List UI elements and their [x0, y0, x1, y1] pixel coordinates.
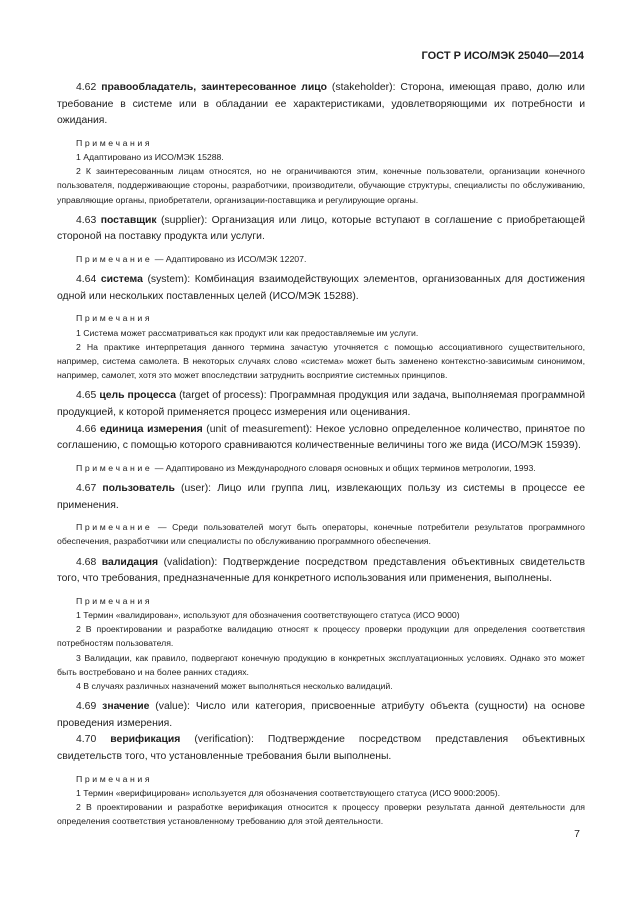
- term-definition: (unit of measurement): Некое условно определенное количество, принятое по соглашению, с помощью которого сравниваются количественные величины того же вида (ИСО/МЭК 15939).: [57, 423, 585, 452]
- term-number: 4.66: [76, 423, 97, 435]
- note-item: 2 В проектировании и разработке верификация относится к процессу проверки результата данной деятельности для определения соответствия установленному требованию для этой деятельности.: [57, 801, 585, 827]
- note-text: — Адаптировано из Международного словаря основных и общих терминов метрологии, 1993.: [152, 462, 536, 473]
- note-item: 2 На практике интерпретация данного термина зачастую уточняется с помощью ассоциативного существительного, например, система самолета. В некоторых случаях слово «система» может быть заменено контекстно-зависимым синонимом, например, самолет, хотя это может впоследствии затруднить восприятие системных принципов.: [57, 341, 585, 381]
- note-text: — Адаптировано из ИСО/МЭК 12207.: [152, 253, 307, 264]
- term-name: значение: [102, 701, 150, 713]
- note-item: 1 Термин «верифицирован» используется для обозначения соответствующего статуса (ИСО 9000:2005).: [76, 787, 501, 798]
- note-paragraph: [57, 461, 585, 475]
- term-number: 4.63: [76, 214, 97, 226]
- definition-4-64: [57, 272, 585, 305]
- term-definition: (verification): Подтверждение посредством представления объективных свидетельств того, что установленные требования были выполнены.: [57, 734, 586, 762]
- term-name: пользователь: [102, 482, 175, 494]
- note-label: Примечание: [76, 462, 153, 473]
- note-text: — Среди пользователей могут быть операторы, конечные потребители результатов программного обеспечения, разработчики или специалисты по обслуживанию программного обеспечения.: [57, 522, 585, 547]
- definition-4-67: [57, 481, 585, 514]
- term-definition: (user): Лицо или группа лиц, извлекающих пользу из системы в процессе ее применения.: [57, 482, 585, 511]
- term-name: верификация: [110, 734, 181, 746]
- note-item: 1 Система может рассматриваться как продукт или как предоставляемые им услуги.: [76, 327, 419, 338]
- term-name: поставщик: [100, 214, 157, 226]
- term-definition: (system): Комбинация взаимодействующих элементов, организованных для достижения одной или нескольких поставленных целей (ИСО/МЭК 15288).: [57, 274, 585, 302]
- page-number: 7: [574, 828, 580, 840]
- note-item: 2 К заинтересованным лицам относятся, но не ограничиваются этим, конечные пользователи, организации конечного пользователя, поддерживающие стороны, разработчики, производители, обучающие структуры, специалисты по обслуживанию, управляющие органы, приобретатели, организации-поставщика и регулирующие органы.: [57, 166, 585, 205]
- note-label: Примечание: [76, 522, 153, 533]
- term-name: валидация: [101, 556, 159, 568]
- term-name: система: [100, 274, 143, 286]
- term-name: цель процесса: [99, 390, 177, 402]
- term-definition: (supplier): Организация или лицо, которые вступают в соглашение с приобретающей стороной на поставку продукта или услуги.: [57, 214, 585, 243]
- document-body: [57, 80, 585, 828]
- notes-label: Примечания: [76, 595, 153, 606]
- definition-4-69: [57, 699, 585, 732]
- term-number: 4.65: [76, 390, 97, 402]
- note-item: 1 Термин «валидирован», используют для обозначения соответствующего статуса (ИСО 9000): [76, 609, 460, 620]
- term-number: 4.70: [76, 734, 97, 746]
- term-definition: (stakeholder): Сторона, имеющая право, долю или требование в системе или в обладании ее характеристиками, удовлетворяющими их потребности и ожидания.: [57, 82, 585, 127]
- term-number: 4.67: [76, 482, 97, 494]
- definition-4-62: [57, 80, 585, 130]
- definition-4-63: [57, 213, 585, 246]
- term-definition: (value): Число или категория, присвоенные атрибуту объекта (сущности) на основе проведения измерения.: [57, 701, 585, 729]
- note-item: 2 В проектировании и разработке валидацию относят к процессу проверки продукции для определения соответствия потребностям пользователя.: [57, 624, 585, 649]
- term-name: правообладатель, заинтересованное лицо: [101, 82, 327, 93]
- definition-4-70: [57, 732, 585, 765]
- notes-label: Примечания: [76, 313, 153, 324]
- note-paragraph: [57, 252, 585, 266]
- note-item: 1 Адаптировано из ИСО/МЭК 15288.: [76, 151, 224, 162]
- note-label: Примечание: [76, 253, 153, 264]
- document-header: ГОСТ Р ИСО/МЭК 25040—2014: [421, 50, 584, 62]
- notes-label: Примечания: [76, 773, 153, 784]
- term-number: 4.69: [76, 701, 97, 713]
- note-paragraph: [57, 520, 585, 548]
- definition-4-68: [57, 555, 585, 588]
- term-number: 4.62: [76, 82, 97, 93]
- note-item: 4 В случаях различных назначений может выполняться несколько валидаций.: [76, 680, 393, 691]
- definition-4-66: [57, 422, 585, 455]
- term-number: 4.68: [76, 556, 97, 568]
- note-item: 3 Валидации, как правило, подвергают конечную продукцию в конкретных эксплуатационных условиях. Однако это может быть востребовано и на более ранних стадиях.: [57, 652, 585, 677]
- term-definition: (target of process): Программная продукция или задача, выполняемая программной продукцией, к которой применяется процесс измерения или оценивания.: [57, 390, 585, 418]
- definition-4-65: [57, 388, 585, 421]
- notes-label: Примечания: [76, 137, 153, 148]
- term-definition: (validation): Подтверждение посредством представления объективных свидетельств того, что требования, предназначенные для конкретного использования или применения, выполнены.: [57, 556, 586, 585]
- term-number: 4.64: [76, 274, 97, 286]
- term-name: единица измерения: [99, 423, 203, 435]
